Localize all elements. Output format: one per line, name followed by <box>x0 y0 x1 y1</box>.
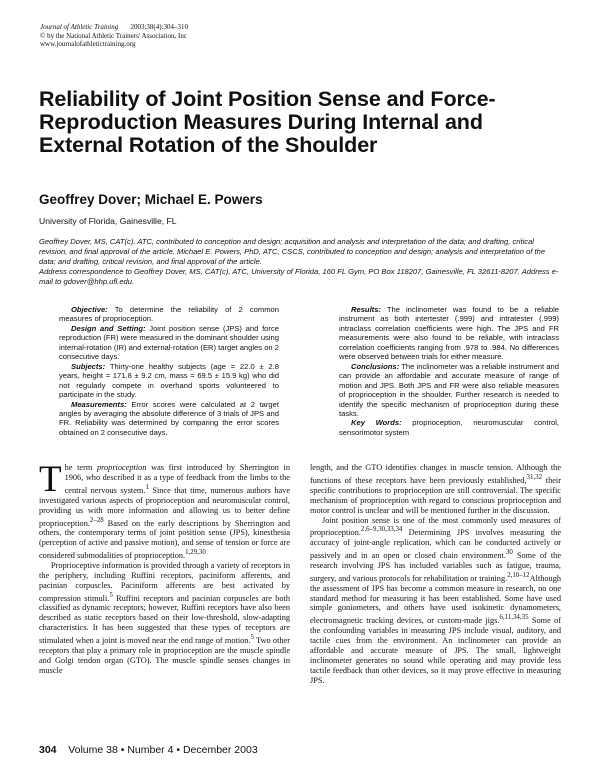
design-text: Joint position sense (JPS) and force reproduction (FR) were measured in the dominant shoulder using internal-rotation (IR) and external-rotation (ER) target angles on 2 consecutive days. <box>59 323 279 362</box>
text-run: Two other receptors that play a primary role in proprioception are the muscle spindle and Golgi tendon organ (GTO). The muscle spindle senses changes in muscle <box>39 636 290 675</box>
abstract-subjects <box>59 362 279 400</box>
objective-label: Objective: <box>71 305 108 314</box>
abstract-design <box>59 324 279 362</box>
body-left-column <box>39 459 291 676</box>
authors: Geoffrey Dover; Michael E. Powers <box>39 192 263 207</box>
text-run: was first introduced by Sherrington in 1906, who described it as a type of feedback from the limbs to the central nervous system. <box>64 463 291 495</box>
citation-ref: 1 <box>145 483 149 491</box>
text-run: Some of the confounding variables in measuring JPS include visual, auditory, and tactile cues from the environment. An inclinometer can provide an affordable and accurate measure of JPS. The small, lightweight inclinometer generates no sound while operating and may provide less tactile feedback than other devices, so it may prove effective in measuring JPS. <box>310 616 561 685</box>
results-text: The inclinometer was found to be a reliable instrument as both intertester (.999) and intratester (.999) intraclass correlation coefficients were high. The JPS and FR measurements were also found to be reliable, with intraclass correlation coefficients ranging from .978 to .984. No differences were observed between trials for either measure. <box>339 305 559 362</box>
contributions-block <box>39 237 561 287</box>
citation: 2003;38(4):304–310 <box>130 23 189 31</box>
journal-name: Journal of Athletic Training <box>40 23 119 31</box>
citation-ref: 2–28 <box>89 516 104 524</box>
page-footer <box>39 744 258 756</box>
article-title: Reliability of Joint Position Sense and Force-Reproduction Measures During Internal and External Rotation of the Shoulder <box>39 87 496 157</box>
citation-ref: 2,6–9,30,33,34 <box>360 526 403 534</box>
objective-text: To determine the reliability of 2 common measures of proprioception. <box>59 305 279 324</box>
conclusions-text: The inclinometer was a reliable instrument and can provide an affordable and accurate measure of range of motion and JPS. Both JPS and FR were also reliable measures of proprioception in the shoulder. Further research is needed to identify the specific mechanism of proprioception during these tasks. <box>339 361 559 418</box>
text-run: Joint position sense is one of the most commonly used measures of proprioception. <box>310 515 561 538</box>
abstract <box>39 305 561 441</box>
abstract-measurements <box>59 400 279 438</box>
results-label: Results: <box>351 305 381 314</box>
citation-ref: 1,29,30 <box>185 549 206 557</box>
keywords-label: Key Words: <box>351 418 402 428</box>
subjects-label: Subjects: <box>71 361 106 371</box>
text-run: Although the assessment of JPS has become a common measure in research, no one standard method for measuring it has been established. Some have used simple goniometers, and others have used isokinetic dynamometers, electromagnetic tracking devices, or custom-made jigs. <box>310 573 561 626</box>
drop-cap: T <box>39 459 62 500</box>
text-run: their specific contributions to proprioception are still controversial. The specific mechanism of proprioception with regard to conscious proprioception and motor control is unclear and will be mentioned further in the discussion. <box>310 475 561 515</box>
design-label: Design and Setting: <box>71 323 146 333</box>
issue-info: Volume 38 • Number 4 • December 2003 <box>68 744 258 756</box>
paragraph-2 <box>39 561 290 676</box>
text-run: Some of the research involving JPS has included variables such as fatigue, trauma, surgery, and various protocols for rehabilitation or training. <box>310 550 562 583</box>
text-run: Ruffini receptors and pacinian corpuscles are both classified as dynamic receptors; however, Ruffini receptors have also been described as static receptors based on their low-threshold, slow-adapting characteristics. It has been suggested that these types of receptors are stimulated when a joint is moved near the end range of motion. <box>39 593 290 646</box>
article-body <box>39 459 562 763</box>
citation-ref: 2,10–12 <box>507 571 530 579</box>
abstract-results <box>339 305 559 362</box>
journal-citation-line <box>40 23 188 32</box>
abstract-right-column <box>339 305 559 437</box>
copyright: © by the National Athletic Trainers' Association, Inc <box>40 31 187 40</box>
abstract-left-column <box>59 305 279 437</box>
citation-ref: 30 <box>505 549 513 557</box>
abstract-keywords <box>339 418 559 437</box>
measurements-text: Error scores were calculated at 2 target angles by averaging the absolute difference of 3 trials of JPS and FR. Reliability was determined by comparing the error scores obtained on 2 consecutive days. <box>59 399 279 437</box>
correspondence: Address correspondence to Geoffrey Dover, MS, CAT(c), ATC, University of Florida, 160 FL Gym, PO Box 118207, Gainesville, FL 32611-8207. Address e-mail to gdover@hhp.ufl.edu. <box>39 267 559 286</box>
measurements-label: Measurements: <box>71 399 127 409</box>
journal-header <box>40 23 188 49</box>
keywords-text: proprioception, neuromuscular control, sensorimotor system <box>339 418 559 437</box>
affiliation: University of Florida, Gainesville, FL <box>39 216 177 226</box>
contributions: Geoffrey Dover, MS, CAT(c), ATC, contributed to conception and design; acquisition and analysis and interpretation of the data; and drafting, critical revision, and final approval of the article. Michael E. Powers, PhD, ATC, CSCS, contributed to conception and design; analysis and interpretation of the data; and drafting, critical revision, and final approval of the article. <box>39 237 546 266</box>
abstract-conclusions <box>339 362 559 419</box>
text-run: Based on the early descriptions by Sherrington and others, the contemporary terms of joint position sense (JPS), kinesthesia (perception of active and passive motion), and sense of tension or force are considered submodalities of proprioception. <box>39 518 290 560</box>
paragraph-4 <box>310 516 561 686</box>
term-proprioception: proprioception <box>96 463 147 472</box>
website: www.journalofathletictraining.org <box>40 40 136 49</box>
text-run: he term <box>64 463 97 472</box>
page-number: 304 <box>39 744 57 756</box>
body-right-column <box>310 463 561 686</box>
citation-ref: 5 <box>109 591 113 599</box>
paragraph-3 <box>310 463 561 516</box>
text-run: Determining JPS involves measuring the accuracy of joint-angle replication, which can be conducted actively or passively and in an open or closed chain environment. <box>310 528 561 560</box>
abstract-objective <box>59 305 279 324</box>
text-run: Since that time, numerous authors have investigated various aspects of proprioception and neuromuscular control, providing us with more information and allowing us to better define proprioception. <box>39 485 290 528</box>
text-run: length, and the GTO identifies changes in muscle tension. Although the functions of these receptors have been previously established, <box>310 463 561 485</box>
conclusions-label: Conclusions: <box>351 361 400 371</box>
text-run: Proprioceptive information is provided through a variety of receptors in the periphery, including Ruffini receptors, paciniform afferents, and pacinian corpuscles. Paciniform afferents are best activated by compression stimuli. <box>39 560 290 603</box>
paragraph-1 <box>39 459 291 561</box>
citation-ref: 6,11,34,35 <box>499 614 529 622</box>
citation-ref: 5 <box>250 634 254 642</box>
citation-ref: 31,32 <box>526 473 543 481</box>
subjects-text: Thirty-one healthy subjects (age = 22.0 ± 2.8 years, height = 171.8 ± 9.2 cm, mass = 69.5 ± 15.9 kg) who did not regularly compete in overhand sports volunteered to participate in the study. <box>59 361 279 400</box>
